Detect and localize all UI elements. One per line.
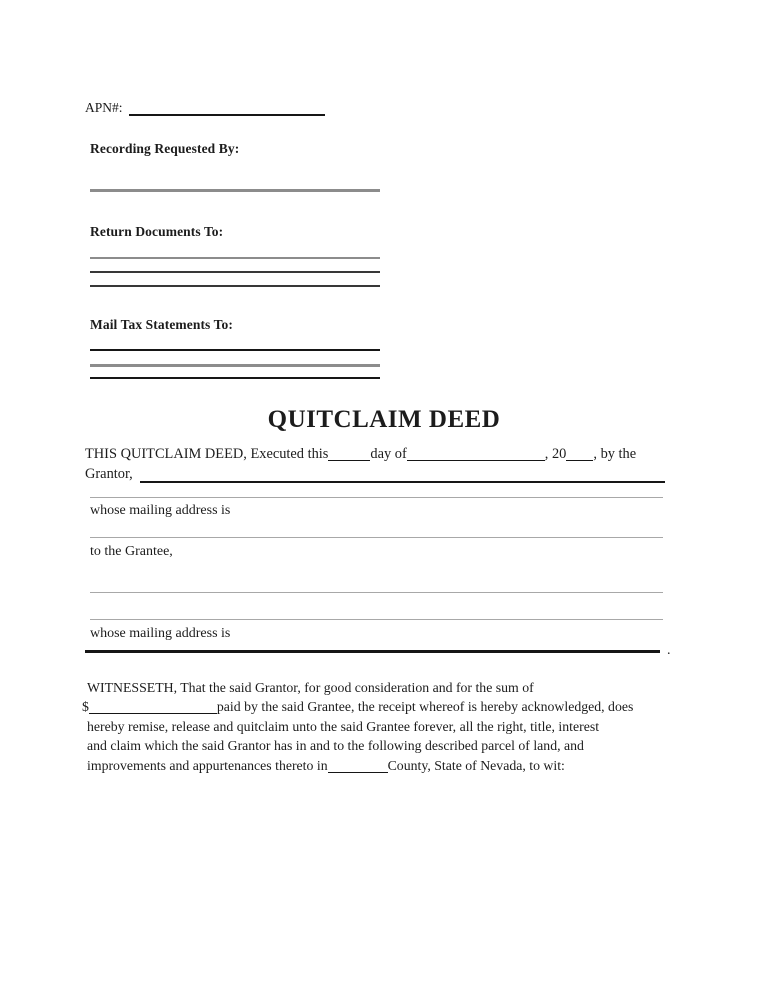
mail-tax-blank-field-1[interactable] [90, 349, 380, 351]
apn-label: APN#: [85, 100, 123, 115]
witnesseth-line-5 [82, 756, 633, 775]
day-blank-field[interactable] [328, 448, 370, 461]
page-title: QUITCLAIM DEED [267, 406, 501, 433]
state-nevada-text: County, State of Nevada, to wit: [387, 757, 565, 773]
grantee-address-field[interactable] [85, 650, 660, 653]
year-prefix-text: , 20 [544, 446, 567, 462]
return-documents-blank-field-3[interactable] [90, 285, 380, 287]
return-documents-blank-field-1[interactable] [90, 257, 380, 259]
day-of-text: day of [370, 446, 407, 462]
mail-tax-blank-field-2[interactable] [90, 364, 380, 367]
deed-intro-line [85, 446, 636, 463]
mail-tax-blank-field-3[interactable] [90, 377, 380, 379]
grantor-mailing-label: whose mailing address is [90, 503, 231, 518]
witnesseth-line-4: and claim which the said Grantor has in and to the following described parcel of land, and [87, 738, 584, 754]
executed-this-text: THIS QUITCLAIM DEED, Executed this [85, 446, 329, 462]
apn-blank-field[interactable] [129, 101, 325, 116]
witnesseth-line-1: WITNESSETH, That the said Grantor, for good consideration and for the sum of [87, 680, 534, 695]
grantee-mailing-label: whose mailing address is [90, 626, 231, 641]
county-blank-field[interactable] [328, 760, 388, 773]
recording-requested-blank-field[interactable] [90, 189, 380, 192]
thereto-in-text: improvements and appurtenances thereto in [87, 757, 328, 773]
grantee-name-field[interactable] [90, 592, 663, 593]
dollar-sign-text: $ [82, 699, 89, 715]
amount-blank-field[interactable] [89, 701, 217, 714]
return-documents-label: Return Documents To: [90, 224, 224, 239]
grantee-label: to the Grantee, [90, 544, 173, 559]
paid-by-text: paid by the said Grantee, the receipt whereof is hereby acknowledged, does [216, 699, 634, 715]
by-the-text: , by the [593, 446, 637, 462]
recording-requested-label: Recording Requested By: [90, 141, 240, 156]
witnesseth-line-3: hereby remise, release and quitclaim unto the said Grantee forever, all the right, title, interest [87, 718, 600, 734]
witnesseth-paragraph [82, 678, 633, 775]
grantor-row [85, 466, 665, 483]
grantee-name-rule[interactable] [90, 619, 663, 620]
grantor-name-rule[interactable] [90, 497, 663, 498]
sentence-period: . [667, 643, 671, 658]
mail-tax-label: Mail Tax Statements To: [90, 317, 233, 332]
year-blank-field[interactable] [566, 448, 593, 461]
grantor-label: Grantor, [85, 466, 133, 482]
grantor-name-field[interactable] [140, 467, 665, 483]
return-documents-blank-field-2[interactable] [90, 271, 380, 273]
month-blank-field[interactable] [407, 448, 545, 461]
apn-row [85, 100, 325, 116]
witnesseth-line-2 [82, 697, 633, 716]
grantor-address-field[interactable] [90, 537, 663, 538]
